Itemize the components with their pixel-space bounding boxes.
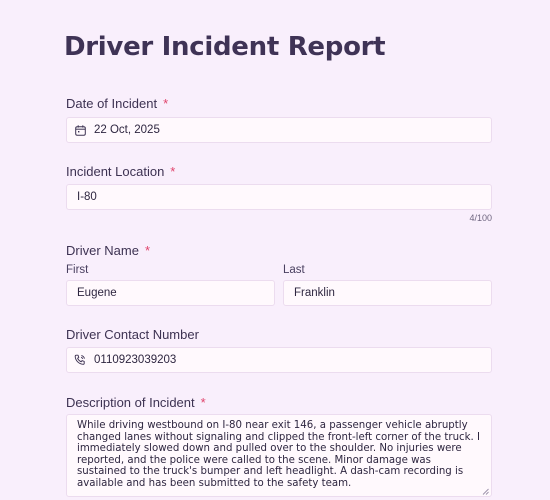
description-label-text: Description of Incident: [66, 395, 195, 410]
required-marker: *: [170, 164, 176, 179]
phone-icon: [74, 354, 86, 366]
location-label: [66, 164, 175, 179]
contact-label-text: Driver Contact Number: [66, 327, 199, 342]
required-marker: *: [163, 96, 169, 111]
description-textarea[interactable]: [66, 414, 492, 497]
description-label: [66, 395, 206, 410]
contact-number-input[interactable]: [66, 347, 492, 373]
location-value: I-80: [77, 191, 97, 203]
first-name-input[interactable]: [66, 280, 275, 306]
location-label-text: Incident Location: [66, 164, 165, 179]
page-title: Driver Incident Report: [64, 32, 386, 62]
location-input[interactable]: [66, 184, 492, 210]
last-name-value: Franklin: [294, 287, 335, 299]
date-label-text: Date of Incident: [66, 96, 158, 111]
contact-label: [66, 327, 199, 342]
date-label: [66, 96, 168, 111]
description-value: While driving westbound on I-80 near exit 146, a passenger vehicle abruptly changed lanes without signaling and clipped the front-left corner of the truck. I immediately slowed down and pulled over to the shoulder. No injuries were reported, and the police were called to the scene. Minor damage was sustained to the truck's bumper and left headlight. A dash-cam recording is available and has been submitted to the safety team.: [77, 420, 481, 489]
resize-grip-icon[interactable]: [482, 487, 489, 494]
first-name-label: First: [66, 264, 89, 276]
driver-name-label-text: Driver Name: [66, 243, 139, 258]
required-marker: *: [200, 395, 206, 410]
first-name-value: Eugene: [77, 287, 117, 299]
calendar-icon: [74, 124, 86, 136]
last-name-label: Last: [283, 264, 305, 276]
date-value: 22 Oct, 2025: [94, 124, 160, 136]
driver-name-label: [66, 243, 150, 258]
contact-number-value: 0110923039203: [94, 354, 177, 366]
required-marker: *: [144, 243, 151, 258]
location-char-counter: 4/100: [469, 213, 492, 223]
last-name-input[interactable]: [283, 280, 492, 306]
date-field[interactable]: [66, 117, 492, 143]
